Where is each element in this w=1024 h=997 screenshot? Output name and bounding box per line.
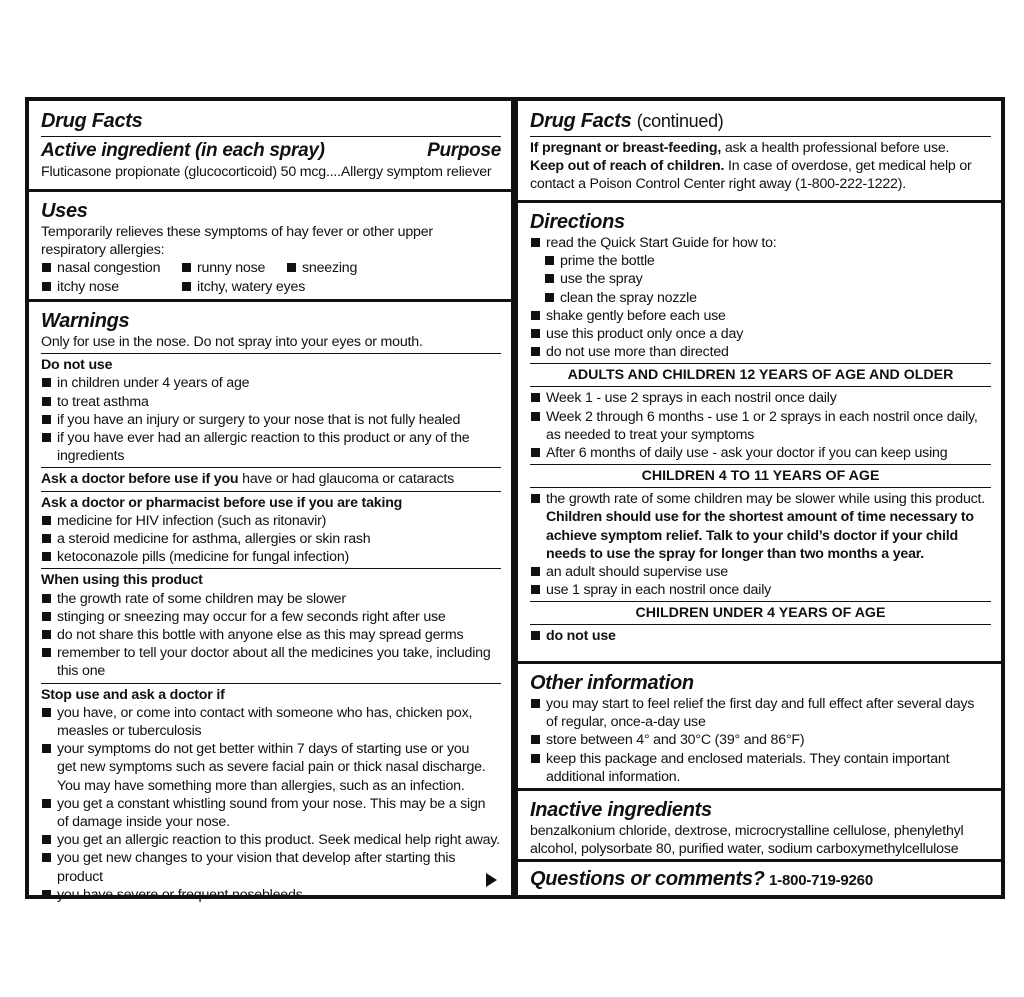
list-item: read the Quick Start Guide for how to: (530, 234, 991, 252)
other-information-section (518, 667, 1001, 791)
questions-phone: 1-800-719-9260 (769, 872, 873, 889)
list-item: ketoconazole pills (medicine for fungal infection) (41, 548, 501, 566)
uses-heading: Uses (41, 200, 88, 222)
active-ingredient-section (29, 109, 511, 192)
uses-intro: Temporarily relieves these symptoms of hay fever or other upper (41, 224, 433, 240)
questions-section (518, 865, 1001, 895)
list-item: use 1 spray in each nostril once daily (530, 581, 991, 599)
ask-doctor-line: Ask a doctor before use if you have or had glaucoma or cataracts (41, 471, 454, 488)
list-item: you get new changes to your vision that develop after starting this product (41, 849, 501, 885)
list-item: prime the bottle (530, 252, 991, 270)
children-heading: CHILDREN 4 TO 11 YEARS OF AGE (641, 468, 880, 485)
list-item: to treat asthma (41, 393, 501, 411)
list-item-continued: get new symptoms such as severe facial pain or thick nasal discharge. (57, 759, 486, 776)
divider (530, 601, 991, 602)
list-item: use this product only once a day (530, 325, 991, 343)
list-item: in children under 4 years of age (41, 374, 501, 392)
divider (41, 568, 501, 569)
inactive-ingredients-section (518, 794, 1001, 862)
list-item: remember to tell your doctor about all the medicines you take, including (41, 644, 501, 662)
active-ingredient-heading: Active ingredient (in each spray) (41, 140, 325, 161)
list-item: use the spray (530, 270, 991, 288)
uses-intro: respiratory allergies: (41, 242, 165, 259)
list-item-continued: Children should use for the shortest amount of time necessary to (546, 509, 974, 526)
list-item-continued: this one (57, 663, 106, 680)
list-item-continued: needs to use the spray for longer than two months a year. (546, 545, 925, 562)
directions-section (518, 206, 1001, 664)
list-item: you have severe or frequent nosebleeds (41, 886, 501, 904)
stop-use-heading: Stop use and ask a doctor if (41, 686, 225, 703)
divider (41, 467, 501, 468)
other-information-heading: Other information (530, 672, 694, 694)
list-item: you may start to feel relief the first day and full effect after several days (530, 695, 991, 713)
divider (530, 363, 991, 364)
poison-control-line: contact a Poison Control Center right away (1-800-222-1222). (530, 176, 907, 193)
inactive-ingredients-line: alcohol, polysorbate 80, purified water, sodium carboxymethylcellulose (530, 841, 959, 858)
list-item: stinging or sneezing may occur for a few seconds right after use (41, 608, 501, 626)
do-not-use-heading: Do not use (41, 357, 113, 374)
list-item-continued: ingredients (57, 448, 125, 465)
warnings-intro: Only for use in the nose. Do not spray into your eyes or mouth. (41, 334, 423, 350)
drug-facts-right-panel (514, 97, 1005, 899)
list-item: if you have an injury or surgery to your nose that is not fully healed (41, 411, 501, 429)
directions-heading: Directions (530, 211, 625, 233)
drug-facts-title: Drug Facts (41, 110, 143, 132)
list-item-continued: of damage inside your nose. (57, 814, 230, 831)
list-item: your symptoms do not get better within 7 days of starting use or you (41, 740, 501, 758)
list-item: a steroid medicine for asthma, allergies or skin rash (41, 530, 501, 548)
divider (530, 386, 991, 387)
keep-out-line: Keep out of reach of children. In case of overdose, get medical help or (530, 158, 972, 175)
list-item: if you have ever had an allergic reaction to this product or any of the (41, 429, 501, 447)
list-item: runny nose (181, 259, 286, 277)
continue-arrow-icon (486, 873, 497, 887)
continued-section (518, 109, 1001, 203)
drug-facts-continued-title: Drug Facts (continued) (530, 110, 724, 132)
list-item: an adult should supervise use (530, 563, 991, 581)
list-item-continued: additional information. (546, 768, 681, 785)
list-item: do not use more than directed (530, 343, 991, 361)
divider (530, 136, 991, 137)
list-item: do not share this bottle with anyone else as this may spread germs (41, 626, 501, 644)
list-item-continued: as needed to treat your symptoms (546, 426, 755, 443)
list-item: do not use (530, 627, 991, 645)
list-item: shake gently before each use (530, 307, 991, 325)
active-ingredient-line: Fluticasone propionate (glucocorticoid) 50 mcg....Allergy symptom reliever (41, 164, 492, 180)
divider (41, 491, 501, 492)
purpose-heading: Purpose (427, 140, 501, 161)
list-item: medicine for HIV infection (such as ritonavir) (41, 512, 501, 530)
list-item: keep this package and enclosed materials. They contain important (530, 750, 991, 768)
divider (41, 353, 501, 354)
when-using-heading: When using this product (41, 572, 203, 589)
uses-section (29, 195, 511, 302)
divider (530, 464, 991, 465)
inactive-ingredients-heading: Inactive ingredients (530, 799, 712, 821)
list-item: you get a constant whistling sound from your nose. This may be a sign (41, 795, 501, 813)
inactive-ingredients-line: benzalkonium chloride, dextrose, microcrystalline cellulose, phenylethyl (530, 823, 964, 839)
list-item-continued: achieve symptom relief. Talk to your child’s doctor if your child (546, 527, 958, 544)
drug-facts-left-panel (25, 97, 515, 903)
divider (41, 683, 501, 684)
warnings-heading: Warnings (41, 310, 130, 332)
list-item-continued: measles or tuberculosis (57, 723, 202, 740)
list-item: Week 2 through 6 months - use 1 or 2 sprays in each nostril once daily, (530, 408, 991, 426)
list-item: you get an allergic reaction to this product. Seek medical help right away. (41, 831, 501, 849)
list-item: itchy nose (41, 278, 181, 296)
list-item-continued: You may have something more than allergies, such as an infection. (57, 777, 465, 794)
under4-heading: CHILDREN UNDER 4 YEARS OF AGE (635, 605, 886, 622)
ask-pharmacist-heading: Ask a doctor or pharmacist before use if you are taking (41, 494, 403, 511)
pregnancy-line: If pregnant or breast-feeding, ask a health professional before use. (530, 140, 950, 156)
list-item-continued: of regular, once-a-day use (546, 714, 706, 731)
warnings-section (29, 305, 511, 903)
list-item: nasal congestion (41, 259, 181, 277)
divider (530, 487, 991, 488)
list-item: you have, or come into contact with someone who has, chicken pox, (41, 704, 501, 722)
adults-heading: ADULTS AND CHILDREN 12 YEARS OF AGE AND OLDER (567, 367, 954, 384)
list-item: sneezing (286, 259, 357, 277)
divider (530, 624, 991, 625)
list-item: itchy, watery eyes (181, 278, 305, 296)
list-item: store between 4° and 30°C (39° and 86°F) (530, 731, 991, 749)
divider (41, 136, 501, 137)
questions-heading: Questions or comments? (530, 868, 765, 890)
list-item: the growth rate of some children may be slower (41, 590, 501, 608)
list-item: After 6 months of daily use - ask your doctor if you can keep using (530, 444, 991, 462)
list-item: clean the spray nozzle (530, 289, 991, 307)
list-item: the growth rate of some children may be slower while using this product. (530, 490, 991, 508)
list-item: Week 1 - use 2 sprays in each nostril once daily (530, 389, 991, 407)
